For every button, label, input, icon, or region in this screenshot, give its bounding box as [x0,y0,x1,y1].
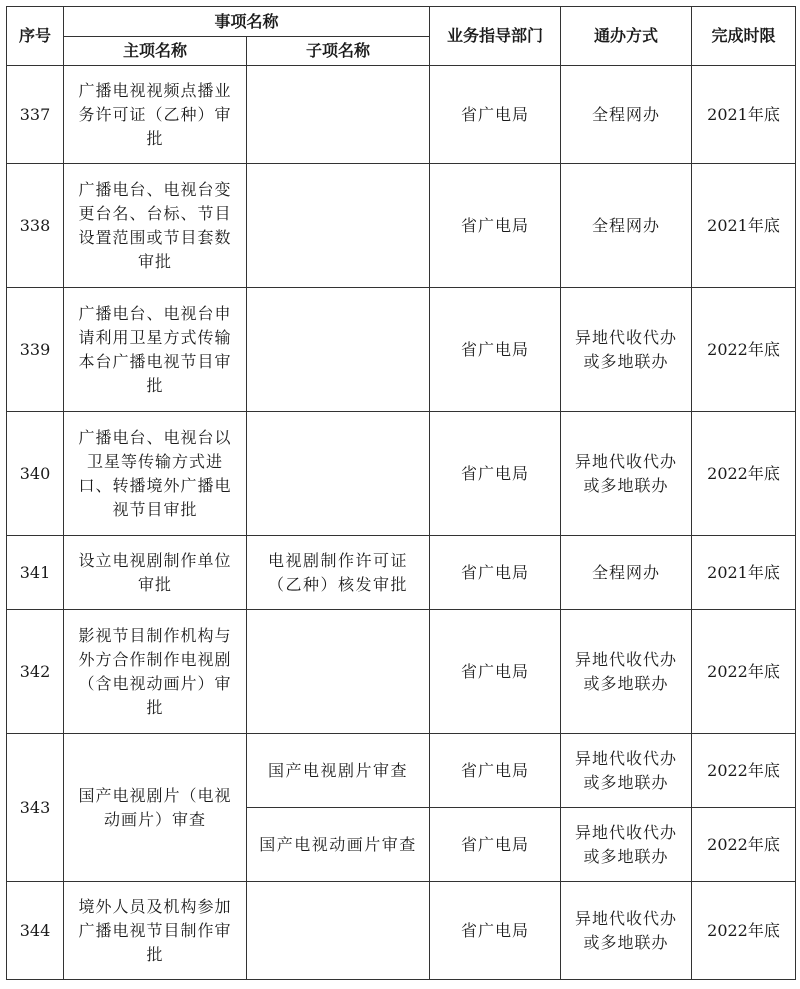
row-mode: 异地代收代办或多地联办 [561,882,692,980]
row-mode: 全程网办 [561,536,692,610]
table-row [7,536,796,610]
row-main-name: 设立电视剧制作单位审批 [64,536,247,610]
row-no: 342 [7,610,64,734]
row-no: 339 [7,288,64,412]
row-dept: 省广电局 [430,808,561,882]
row-sub-name [247,288,430,412]
row-main-name: 国产电视剧片（电视动画片）审查 [64,734,247,882]
header-sub-name: 子项名称 [247,37,430,66]
table-row [7,610,796,734]
row-dept: 省广电局 [430,288,561,412]
row-no: 338 [7,164,64,288]
row-deadline: 2022年底 [692,882,796,980]
row-no: 340 [7,412,64,536]
header-deadline: 完成时限 [692,7,796,66]
row-mode: 异地代收代办或多地联办 [561,288,692,412]
row-dept: 省广电局 [430,164,561,288]
row-deadline: 2021年底 [692,164,796,288]
row-deadline: 2022年底 [692,610,796,734]
row-deadline: 2022年底 [692,288,796,412]
row-dept: 省广电局 [430,734,561,808]
header-item-group: 事项名称 [64,7,430,37]
row-dept: 省广电局 [430,610,561,734]
row-no: 341 [7,536,64,610]
row-deadline: 2022年底 [692,412,796,536]
row-sub-name: 国产电视剧片审查 [247,734,430,808]
row-main-name: 广播电台、电视台以卫星等传输方式进口、转播境外广播电视节目审批 [64,412,247,536]
row-mode: 全程网办 [561,164,692,288]
row-no: 343 [7,734,64,882]
header-main-name: 主项名称 [64,37,247,66]
row-dept: 省广电局 [430,66,561,164]
table-row [7,164,796,288]
header-no: 序号 [7,7,64,66]
row-deadline: 2021年底 [692,536,796,610]
row-mode: 异地代收代办或多地联办 [561,412,692,536]
row-no: 344 [7,882,64,980]
service-schedule-table [6,6,796,980]
row-main-name: 广播电视视频点播业务许可证（乙种）审批 [64,66,247,164]
table-row [7,882,796,980]
row-dept: 省广电局 [430,882,561,980]
row-sub-name [247,164,430,288]
row-deadline: 2021年底 [692,66,796,164]
header-mode: 通办方式 [561,7,692,66]
row-main-name: 影视节目制作机构与外方合作制作电视剧（含电视动画片）审批 [64,610,247,734]
row-main-name: 广播电台、电视台变更台名、台标、节目设置范围或节目套数审批 [64,164,247,288]
row-mode: 异地代收代办或多地联办 [561,808,692,882]
row-dept: 省广电局 [430,412,561,536]
row-dept: 省广电局 [430,536,561,610]
row-mode: 异地代收代办或多地联办 [561,734,692,808]
header-row-top [7,7,796,37]
row-sub-name: 国产电视动画片审查 [247,808,430,882]
table-row [7,412,796,536]
row-no: 337 [7,66,64,164]
row-sub-name [247,412,430,536]
row-main-name: 境外人员及机构参加广播电视节目制作审批 [64,882,247,980]
header-dept: 业务指导部门 [430,7,561,66]
row-deadline: 2022年底 [692,734,796,808]
row-sub-name [247,882,430,980]
table-row [7,734,796,808]
row-sub-name: 电视剧制作许可证（乙种）核发审批 [247,536,430,610]
row-mode: 全程网办 [561,66,692,164]
row-main-name: 广播电台、电视台申请利用卫星方式传输本台广播电视节目审批 [64,288,247,412]
row-sub-name [247,66,430,164]
row-sub-name [247,610,430,734]
row-mode: 异地代收代办或多地联办 [561,610,692,734]
table-row [7,66,796,164]
row-deadline: 2022年底 [692,808,796,882]
table-row [7,288,796,412]
